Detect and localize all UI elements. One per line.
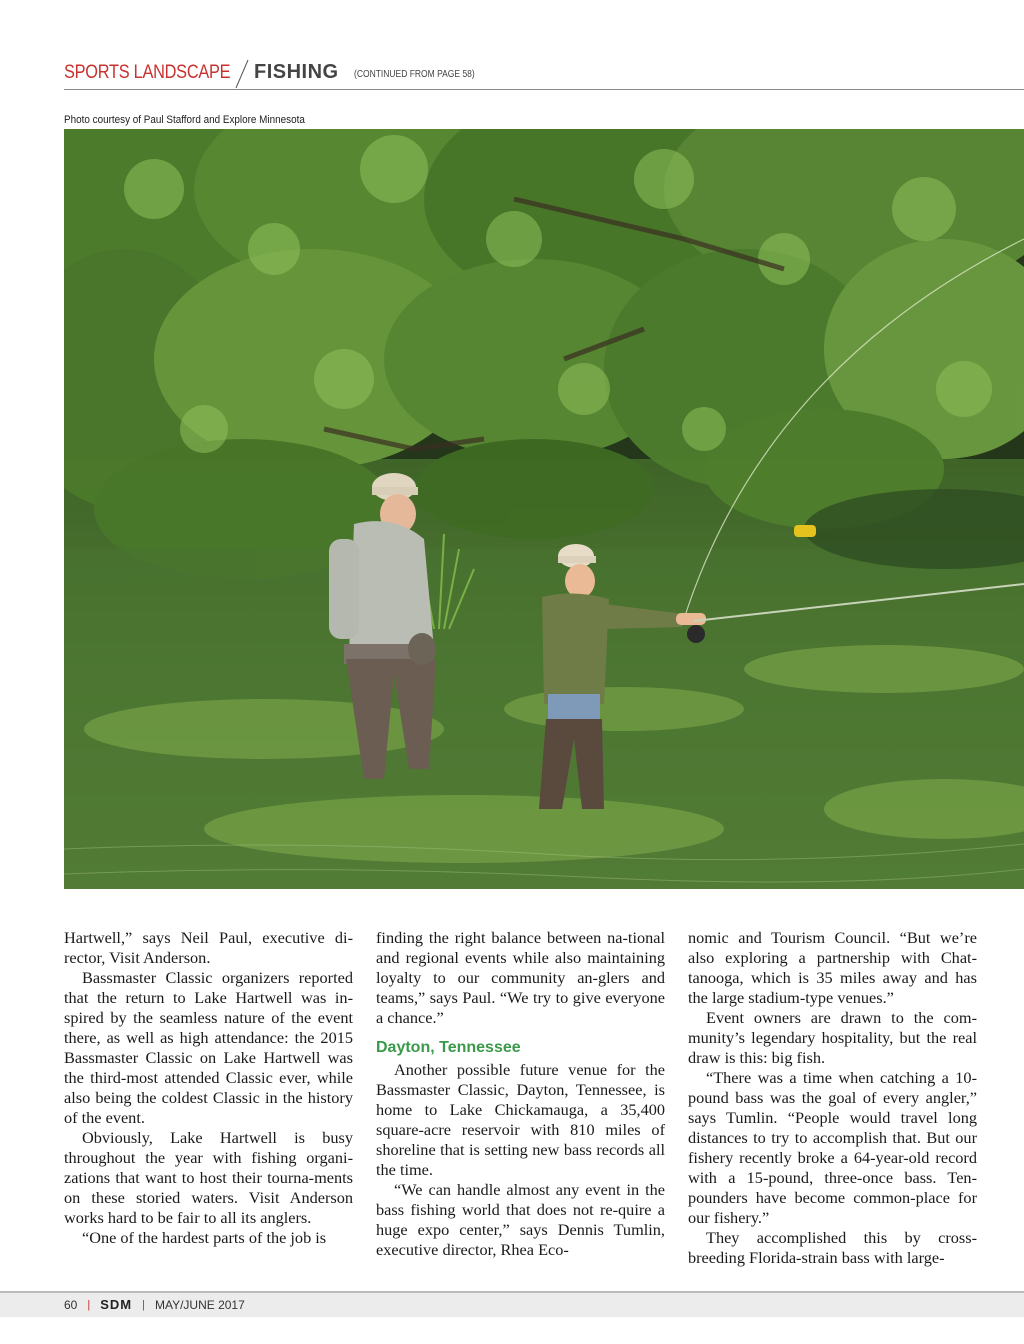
- article-paragraph: “One of the hardest parts of the job is: [82, 1228, 327, 1247]
- article-paragraph: Event owners are drawn to the com-munity’s legendary hospitality, but the real draw is this: big fish.: [688, 1008, 977, 1067]
- article-column-2: [376, 928, 665, 1260]
- photo-credit: Photo courtesy of Paul Stafford and Explore Minnesota: [64, 114, 305, 126]
- article-paragraph: Hartwell,” says Neil Paul, executive di-rector, Visit Anderson.: [64, 928, 353, 967]
- article-column-3: [688, 928, 977, 1268]
- article-paragraph: “We can handle almost any event in the bass fishing world that does not re-quire a huge expo center,” says Dennis Tumlin, executive director, Rhea Eco-: [376, 1180, 665, 1259]
- section-label: SPORTS LANDSCAPE: [64, 62, 231, 83]
- page-header: [64, 58, 1024, 92]
- article-paragraph: finding the right balance between na-tional and regional events while also maintaining loyalty to our community an-glers and teams,” says Paul. “We try to give everyone a chance.”: [376, 928, 665, 1027]
- header-slash-divider: [230, 58, 254, 90]
- article-paragraph: nomic and Tourism Council. “But we’re also exploring a partnership with Chat-tanooga, which is 35 miles away and has the large stadium-type venues.”: [688, 928, 977, 1007]
- header-rule: [64, 89, 1024, 90]
- page-number: 60: [64, 1297, 78, 1312]
- topic-label: FISHING: [254, 61, 339, 83]
- page-footer: [64, 1297, 245, 1312]
- article-paragraph: Obviously, Lake Hartwell is busy throughout the year with fishing organi-zations that want to host their tourna-ments on these storied waters. Visit Anderson works hard to be fair to all its anglers.: [64, 1128, 353, 1227]
- publication-logo: SDM: [100, 1297, 133, 1312]
- fishing-photo: [64, 129, 1024, 889]
- footer-separator: |: [142, 1298, 145, 1311]
- article-paragraph: “There was a time when catching a 10-pound bass was the goal of every angler,” says Tumlin. “People would travel long distances to try to accomplish that. But our fishery recently broke a 64-year-old record with a 15-pound, three-once bass. Ten-pounders have become common-place for our fishery.”: [688, 1068, 977, 1227]
- article-column-1: [64, 928, 353, 1248]
- continued-note: (CONTINUED FROM PAGE 58): [354, 69, 475, 80]
- issue-date: MAY/JUNE 2017: [154, 1297, 245, 1312]
- article-paragraph: Another possible future venue for the Bassmaster Classic, Dayton, Tennessee, is home to Lake Chickamauga, a 35,400 square-acre reservoir with 810 miles of shoreline that is setting new bass records all the time.: [376, 1060, 665, 1179]
- article-paragraph: Bassmaster Classic organizers reported that the return to Lake Hartwell was in-spired by the seamless nature of the event there, as well as high attendance: the 2015 Bassmaster Classic on Lake Hartwell was the third-most attended Classic ever, while also being the coldest Classic in the history of the event.: [64, 968, 353, 1127]
- footer-separator: |: [87, 1298, 91, 1311]
- section-heading: Dayton, Tennessee: [376, 1039, 521, 1056]
- photo-illustration: [64, 129, 1024, 889]
- article-paragraph: They accomplished this by cross-breeding Florida-strain bass with large-: [688, 1228, 977, 1267]
